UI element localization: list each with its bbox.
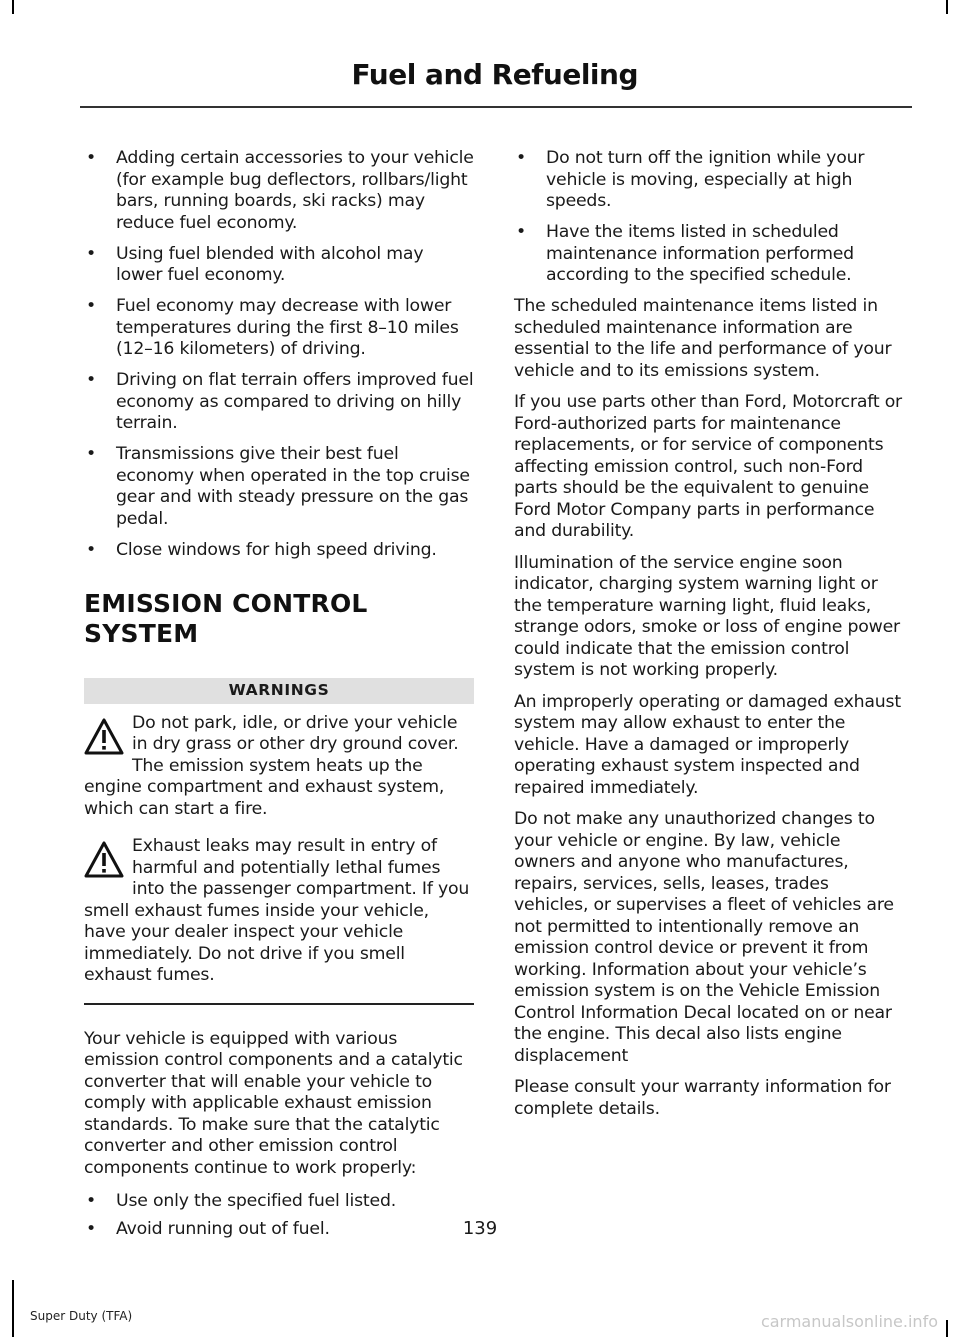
header-rule: [80, 106, 912, 108]
watermark: carmanualsonline.info: [760, 1312, 938, 1331]
list-item: • Use only the specified fuel listed.: [84, 1191, 474, 1213]
warning-triangle-icon: [84, 717, 126, 761]
list-item: • Transmissions give their best fuel economy when operated in the top cruise gear and with steady pressure on the gas pedal.: [84, 444, 474, 530]
paragraph: Please consult your warranty information for complete details.: [514, 1077, 891, 1119]
crop-mark-top-right: [946, 0, 948, 14]
bullet-list-top: [84, 148, 474, 561]
bullet-list-right: [514, 148, 906, 287]
page-title: Fuel and Refueling: [351, 58, 638, 91]
list-item: • Have the items listed in scheduled maintenance information performed according to the specified schedule.: [514, 222, 906, 287]
warning-text: Do not park, idle, or drive your vehicle in dry grass or other dry ground cover. The emission system heats up the engine compartment and exhaust system, which can start a fire.: [84, 712, 459, 819]
list-item: • Using fuel blended with alcohol may lower fuel economy.: [84, 244, 474, 287]
section-heading: EMISSION CONTROL SYSTEM: [84, 589, 368, 648]
warning-triangle-icon: [84, 840, 126, 884]
crop-mark-top-left: [12, 0, 14, 14]
warnings-end-rule: [84, 1003, 474, 1005]
page-number: 139: [462, 1218, 498, 1239]
list-item: • Close windows for high speed driving.: [84, 540, 474, 562]
paragraph: Your vehicle is equipped with various emission control components and a catalytic converter that will enable your vehicle to comply with applicable exhaust emission standards. To make sure that the catalytic converter and other emission control components continue to work properly:: [84, 1028, 463, 1178]
paragraph: The scheduled maintenance items listed in scheduled maintenance information are essential to the life and performance of your vehicle and to its emissions system.: [514, 296, 892, 381]
crop-mark-bottom-left: [12, 1280, 14, 1337]
paragraph: Do not make any unauthorized changes to your vehicle or engine. By law, vehicle owners and anyone who manufactures, repairs, services, sells, leases, trades vehicles, or supervises a fleet of vehicles are not permitted to intentionally remove an emission control device or prevent it from working. Information about your vehicle’s emission system is on the Vehicle Emission Control Information Decal located on or near the engine. This decal also lists engine displacement: [514, 809, 894, 1066]
list-item: • Driving on flat terrain offers improved fuel economy as compared to driving on hilly terrain.: [84, 370, 474, 435]
warning-text: Exhaust leaks may result in entry of harmful and potentially lethal fumes into the passenger compartment. If you smell exhaust fumes inside your vehicle, have your dealer inspect your vehicle immediately. Do not drive if you smell exhaust fumes.: [84, 836, 470, 985]
right-column: [514, 148, 906, 1130]
warnings-label: WARNINGS: [84, 678, 474, 704]
crop-mark-bottom-right: [946, 1320, 948, 1337]
paragraph: If you use parts other than Ford, Motorcraft or Ford-authorized parts for maintenance replacements, or for service of components affecting emission control, such non-Ford parts should be the equivalent to genuine Ford Motor Company parts in performance and durability.: [514, 392, 902, 541]
warning-block: [84, 713, 474, 821]
left-column: [84, 148, 474, 1250]
paragraph: An improperly operating or damaged exhaust system may allow exhaust to enter the vehicle. Have a damaged or improperly operating exhaust system inspected and repaired immediately.: [514, 691, 901, 798]
list-item: • Adding certain accessories to your vehicle (for example bug deflectors, rollbars/light bars, running boards, ski racks) may reduce fuel economy.: [84, 148, 474, 234]
warning-block: [84, 836, 474, 987]
footer-label: Super Duty (TFA): [30, 1309, 133, 1323]
list-item: • Avoid running out of fuel.: [84, 1219, 474, 1241]
list-item: • Fuel economy may decrease with lower temperatures during the first 8–10 miles (12–16 kilometers) of driving.: [84, 296, 474, 361]
paragraph: Illumination of the service engine soon indicator, charging system warning light or the temperature warning light, fluid leaks, strange odors, smoke or loss of engine power could indicate that the emission control system is not working properly.: [514, 552, 900, 680]
list-item: • Do not turn off the ignition while your vehicle is moving, especially at high speeds.: [514, 148, 906, 213]
